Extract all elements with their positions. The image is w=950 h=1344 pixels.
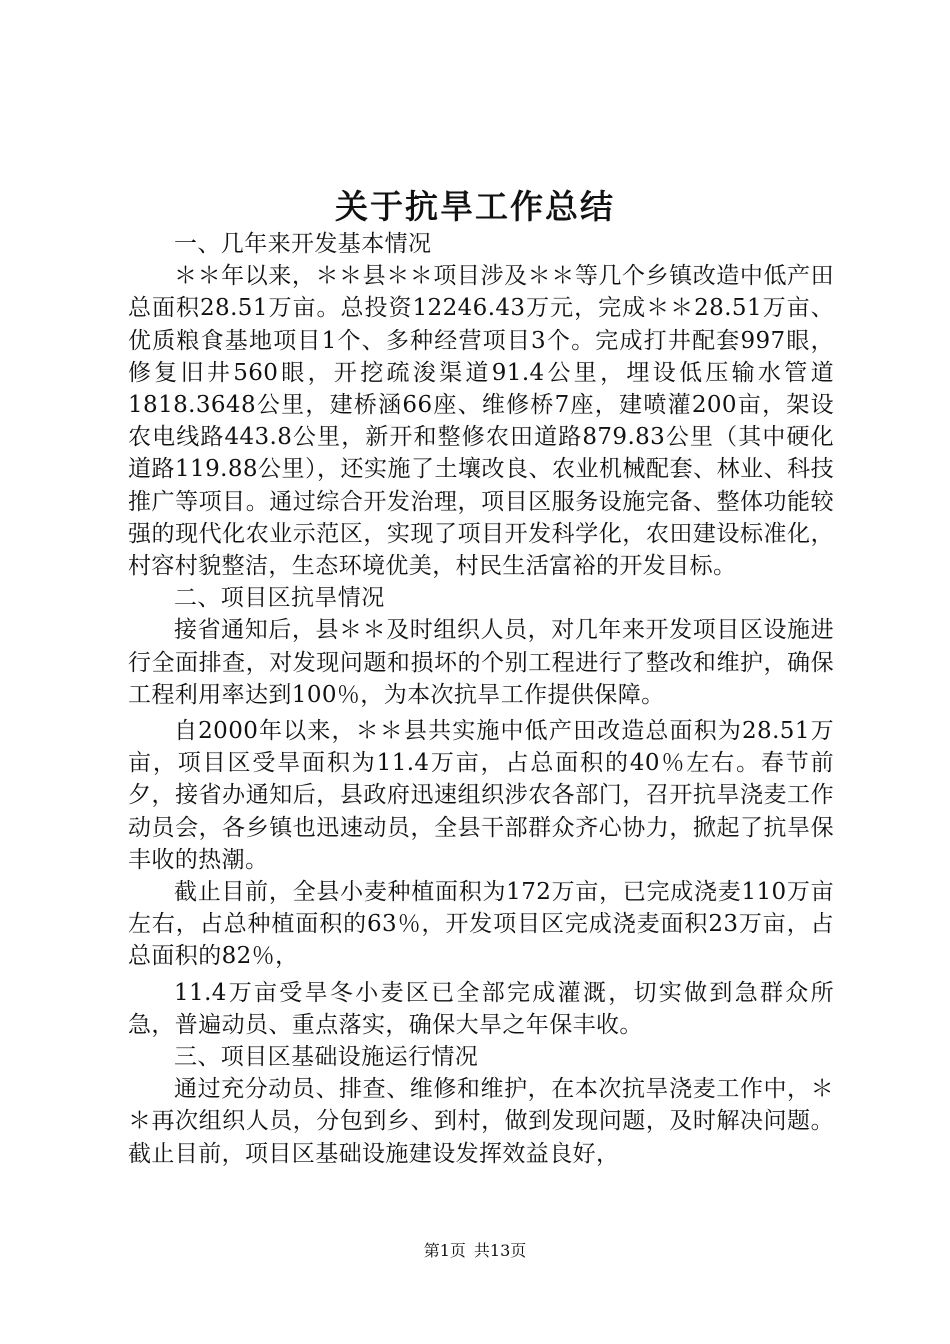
document-title: 关于抗旱工作总结	[335, 187, 615, 226]
paragraph: 自2000年以来，＊＊县共实施中低产田改造总面积为28.51万亩，项目区受旱面积为11.4万亩，占总面积的40％左右。春节前夕，接省办通知后，县政府迅速组织涉农各部门，召开抗旱浇麦工作动员会，各乡镇也迅速动员，全县干部群众齐心协力，掀起了抗旱保丰收的热潮。	[128, 718, 834, 873]
paragraph: ＊＊年以来，＊＊县＊＊项目涉及＊＊等几个乡镇改造中低产田总面积28.51万亩。总投资12246.43万元，完成＊＊28.51万亩、优质粮食基地项目1个、多种经营项目3个。完成打井配套997眼，修复旧井560眼，开挖疏浚渠道91.4公里，埋设低压输水管道1818.3648公里，建桥涵66座、维修桥7座，建喷灌200亩，架设农电线路443.8公里，新开和整修农田道路879.83公里（其中硬化道路119.88公里），还实施了土壤改良、农业机械配套、林业、科技推广等项目。通过综合开发治理，项目区服务设施完备、整体功能较强的现代化农业示范区，实现了项目开发科学化，农田建设标准化，村容村貌整洁，生态环境优美，村民生活富裕的开发目标。	[128, 263, 834, 580]
section-heading: 二、项目区抗旱情况	[174, 585, 385, 612]
paragraph: 截止目前，全县小麦种植面积为172万亩，已完成浇麦110万亩左右，占总种植面积的63％，开发项目区完成浇麦面积23万亩，占总面积的82％，	[128, 879, 834, 970]
document-body	[128, 228, 834, 1170]
section-heading: 三、项目区基础设施运行情况	[174, 1044, 479, 1071]
paragraph: 通过充分动员、排查、维修和维护，在本次抗旱浇麦工作中，＊＊再次组织人员，分包到乡、到村，做到发现问题，及时解决问题。截止目前，项目区基础设施建设发挥效益良好，	[128, 1076, 834, 1167]
paragraph: 11.4万亩受旱冬小麦区已全部完成灌溉，切实做到急群众所急，普遍动员、重点落实，确保大旱之年保丰收。	[128, 979, 834, 1038]
section-heading: 一、几年来开发基本情况	[174, 231, 432, 257]
page-footer	[0, 1240, 950, 1262]
page-total: 共13页	[473, 1241, 527, 1260]
paragraph: 接省通知后，县＊＊及时组织人员，对几年来开发项目区设施进行全面排查，对发现问题和损坏的个别工程进行了整改和维护，确保工程利用率达到100％，为本次抗旱工作提供保障。	[128, 617, 834, 708]
page-number: 第1页	[423, 1241, 466, 1260]
